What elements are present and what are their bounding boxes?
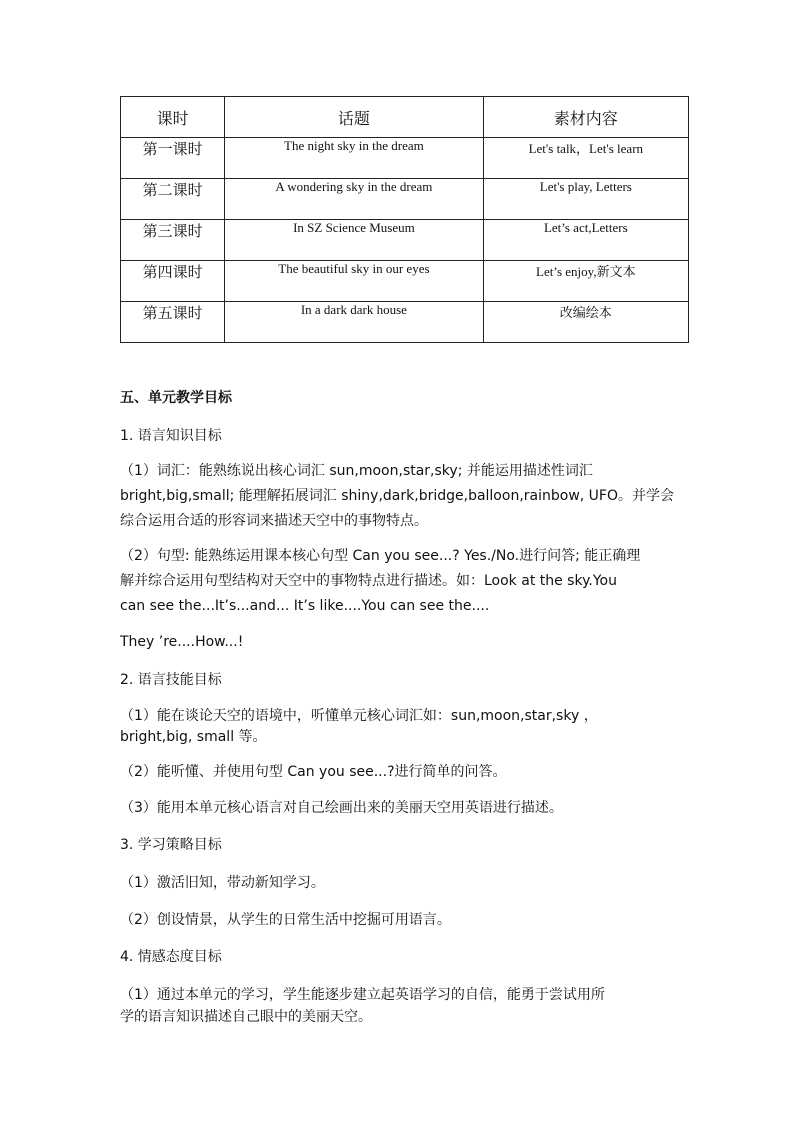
goal-4-title: 4. 情感态度目标 xyxy=(120,949,222,965)
vocab-line-3: 综合运用合适的形容词来描述天空中的事物特点。 xyxy=(120,513,428,529)
material-cell: Let's play, Letters xyxy=(483,179,688,220)
section-heading: 五、单元教学目标 xyxy=(120,390,232,406)
sentence-line-2: 解并综合运用句型结构对天空中的事物特点进行描述。如：Look at the sky.You xyxy=(120,573,617,589)
strategy-line-2: （2）创设情景，从学生的日常生活中挖掘可用语言。 xyxy=(120,912,451,928)
sentence-line-4: They ’re....How...! xyxy=(120,634,244,650)
lesson-table xyxy=(120,96,689,343)
period-cell: 第四课时 xyxy=(121,261,225,302)
attitude-line-2: 学的语言知识描述自己眼中的美丽天空。 xyxy=(120,1009,372,1025)
period-cell: 第一课时 xyxy=(121,138,225,179)
material-cell: Let's talk，Let's learn xyxy=(483,138,688,179)
period-cell: 第三课时 xyxy=(121,220,225,261)
strategy-line-1: （1）激活旧知，带动新知学习。 xyxy=(120,875,325,891)
topic-cell: The night sky in the dream xyxy=(225,138,483,179)
skill-line-3: （2）能听懂、并使用句型 Can you see...?进行简单的问答。 xyxy=(120,764,507,780)
table-row xyxy=(121,220,689,261)
goal-3-title: 3. 学习策略目标 xyxy=(120,837,222,853)
topic-cell: A wondering sky in the dream xyxy=(225,179,483,220)
sentence-line-1: （2）句型: 能熟练运用课本核心句型 Can you see...? Yes./No.进行问答; 能正确理 xyxy=(120,548,641,564)
sentence-line-3: can see the...It’s...and... It’s like....You can see the.... xyxy=(120,598,490,614)
material-cell: 改编绘本 xyxy=(483,302,688,343)
header-material: 素材内容 xyxy=(483,97,688,138)
goal-1-title: 1. 语言知识目标 xyxy=(120,428,222,444)
goal-2-title: 2. 语言技能目标 xyxy=(120,672,222,688)
skill-line-1: （1）能在谈论天空的语境中，听懂单元核心词汇如：sun,moon,star,sky ， xyxy=(120,708,598,724)
material-cell: Let’s enjoy,新文本 xyxy=(483,261,688,302)
table-header-row xyxy=(121,97,689,138)
header-topic: 话题 xyxy=(225,97,483,138)
skill-line-4: （3）能用本单元核心语言对自己绘画出来的美丽天空用英语进行描述。 xyxy=(120,800,563,816)
attitude-line-1: （1）通过本单元的学习，学生能逐步建立起英语学习的自信，能勇于尝试用所 xyxy=(120,987,605,1003)
material-cell: Let’s act,Letters xyxy=(483,220,688,261)
topic-cell: In a dark dark house xyxy=(225,302,483,343)
table-row xyxy=(121,138,689,179)
table-row xyxy=(121,179,689,220)
vocab-line-2: bright,big,small; 能理解拓展词汇 shiny,dark,bridge,balloon,rainbow, UFO。并学会 xyxy=(120,488,674,504)
table-row xyxy=(121,261,689,302)
topic-cell: The beautiful sky in our eyes xyxy=(225,261,483,302)
period-cell: 第二课时 xyxy=(121,179,225,220)
table-row xyxy=(121,302,689,343)
header-period: 课时 xyxy=(121,97,225,138)
topic-cell: In SZ Science Museum xyxy=(225,220,483,261)
vocab-line-1: （1）词汇：能熟练说出核心词汇 sun,moon,star,sky; 并能运用描述性词汇 xyxy=(120,463,593,479)
skill-line-2: bright,big, small 等。 xyxy=(120,729,267,745)
period-cell: 第五课时 xyxy=(121,302,225,343)
